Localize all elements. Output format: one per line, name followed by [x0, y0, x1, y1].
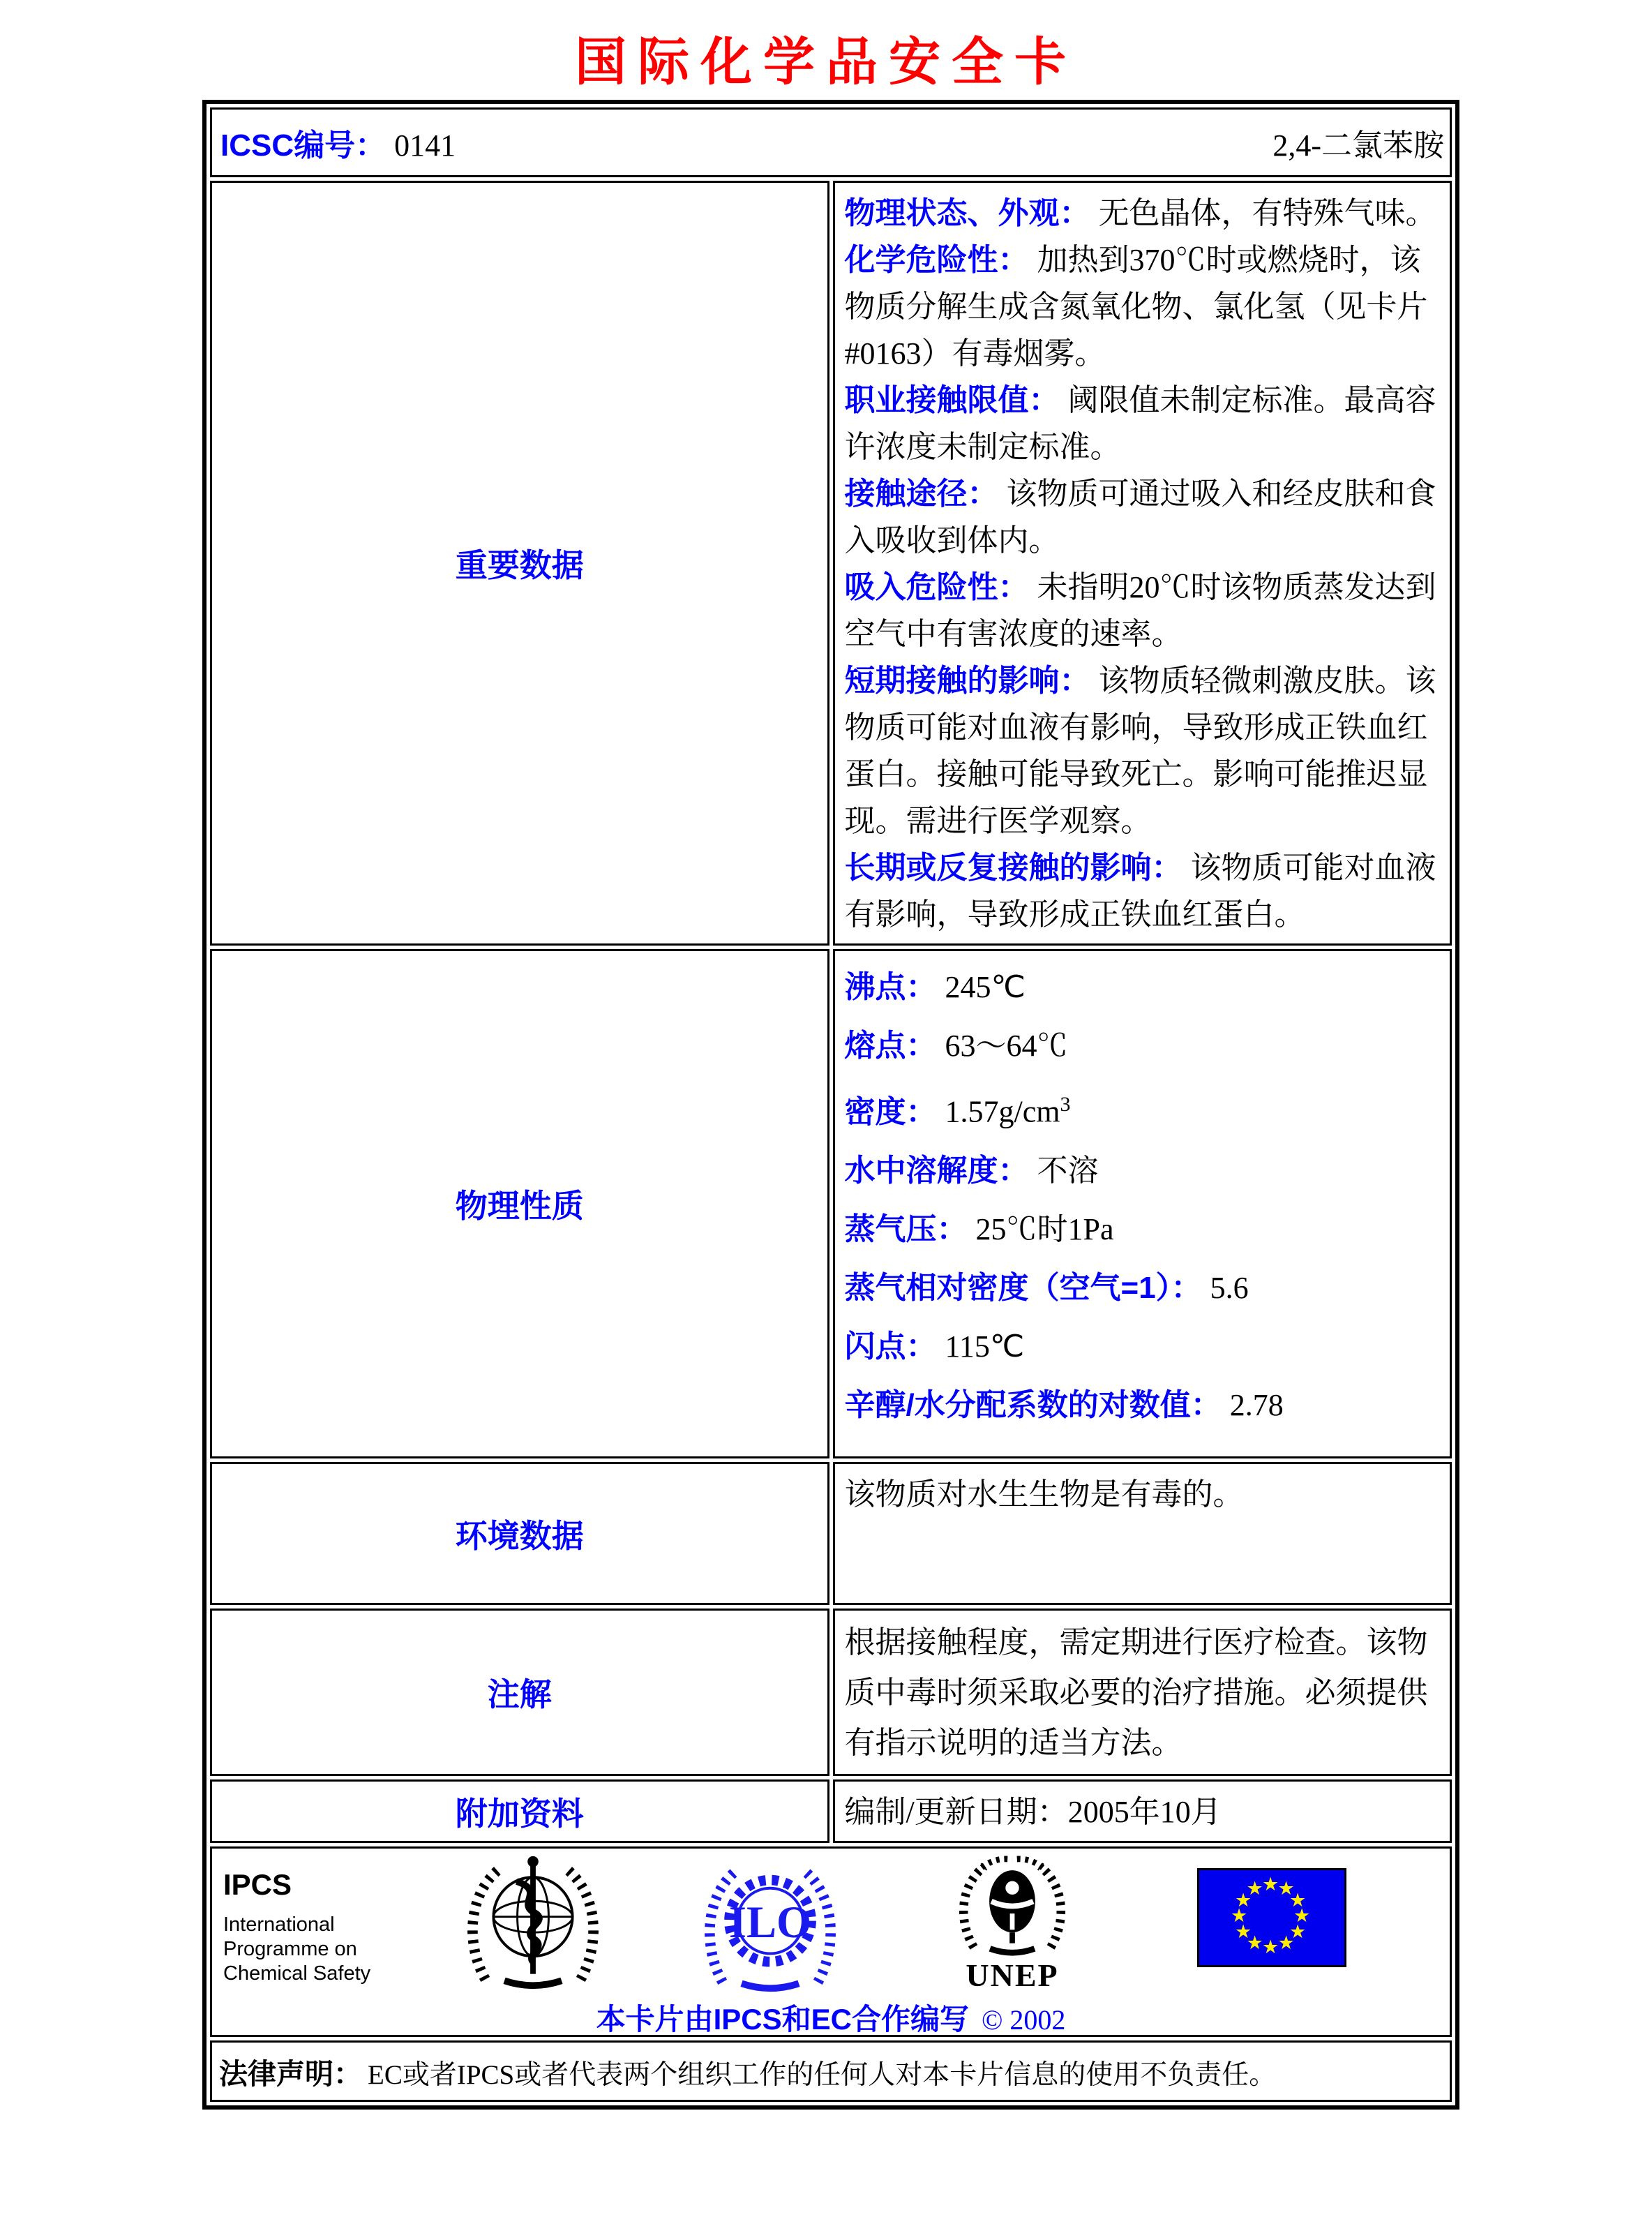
- property-value: 2.78: [1229, 1387, 1284, 1422]
- property-line: [845, 1259, 1443, 1318]
- notes-content: [833, 1609, 1452, 1776]
- credit-line: [212, 1997, 1450, 2038]
- property-label: 物理状态、外观：: [844, 196, 1090, 230]
- property-value: 不溶: [1037, 1153, 1099, 1188]
- property-label: 蒸气相对密度（空气=1）：: [844, 1270, 1202, 1305]
- property-line: [845, 237, 1443, 377]
- property-value: 该物质可能对血液有影响，导致形成正铁血红蛋白。: [844, 851, 1436, 932]
- environment-data-content: [833, 1462, 1452, 1605]
- property-value: 加热到370℃时或燃烧时，该物质分解生成含氮氧化物、氯化氢（见卡片#0163）有毒烟雾。: [844, 243, 1428, 371]
- ipcs-text-block: [223, 1868, 370, 1986]
- eu-star-icon: ★: [1262, 1936, 1279, 1958]
- important-data-content: [833, 181, 1452, 946]
- important-data-list: [845, 190, 1443, 938]
- ipcs-line-1: International: [223, 1913, 335, 1936]
- chemical-name: 2,4-二氯苯胺: [1272, 128, 1444, 163]
- logos-cell: [210, 1846, 1452, 2037]
- property-line: [845, 470, 1443, 564]
- environment-text: 该物质对水生生物是有毒的。: [844, 1477, 1244, 1512]
- legal-label: 法律声明：: [219, 2057, 362, 2090]
- property-label: 吸入危险性：: [844, 570, 1029, 604]
- notes-row: [210, 1609, 1452, 1776]
- physical-properties-content: [833, 949, 1452, 1458]
- header-cell: [210, 107, 1452, 177]
- environment-data-row: [210, 1462, 1452, 1605]
- property-label: 沸点：: [844, 970, 937, 1004]
- update-date-value: 2005年10月: [1067, 1795, 1222, 1829]
- property-value-superscript: 3: [1060, 1093, 1071, 1116]
- additional-info-content: [833, 1779, 1452, 1843]
- header-row: [210, 107, 1452, 177]
- header-line: [212, 120, 1450, 165]
- eu-star-icon: ★: [1293, 1905, 1311, 1927]
- additional-info-row: [210, 1779, 1452, 1843]
- legal-text: EC或者IPCS或者代表两个组织工作的任何人对本卡片信息的使用不负责任。: [368, 2059, 1277, 2090]
- property-value: 未指明20℃时该物质蒸发达到空气中有害浓度的速率。: [844, 570, 1436, 651]
- property-line: [845, 377, 1443, 470]
- property-value: 该物质可通过吸入和经皮肤和食入吸收到体内。: [844, 477, 1436, 558]
- property-value: 25℃时1Pa: [975, 1211, 1114, 1246]
- svg-text:ILO: ILO: [728, 1897, 812, 1948]
- property-value: 无色晶体，有特殊气味。: [1098, 196, 1436, 230]
- legal-line: [212, 2051, 1450, 2092]
- physical-properties-row: [210, 949, 1452, 1458]
- ipcs-line-2: Programme on: [223, 1938, 357, 1960]
- property-label: 密度：: [844, 1094, 937, 1129]
- eu-star-icon: ★: [1246, 1878, 1263, 1900]
- ipcs-acronym: IPCS: [223, 1868, 292, 1901]
- logos-row: [210, 1846, 1452, 2037]
- property-label: 水中溶解度：: [844, 1153, 1029, 1188]
- legal-row: [210, 2040, 1452, 2102]
- unep-label: UNEP: [966, 1957, 1059, 1993]
- property-line: [845, 190, 1443, 237]
- icsc-card-table: [202, 100, 1459, 2110]
- property-value: 1.57g/cm: [945, 1094, 1060, 1129]
- eu-star-icon: ★: [1262, 1874, 1279, 1895]
- credit-text: 本卡片由IPCS和EC合作编写: [596, 2003, 969, 2036]
- card-number-value: 0141: [394, 128, 456, 163]
- update-date-label: 编制/更新日期：: [844, 1795, 1068, 1829]
- eu-star-icon: ★: [1277, 1878, 1295, 1900]
- property-label: 化学危险性：: [844, 243, 1029, 277]
- property-value: 该物质轻微刺激皮肤。该物质可能对血液有影响，导致形成正铁血红蛋白。接触可能导致死亡。影响可能推迟显现。需进行医学观察。: [844, 664, 1436, 838]
- property-line: [845, 844, 1443, 938]
- eu-flag-icon: [1197, 1868, 1346, 1967]
- property-value: 阈限值未制定标准。最高容许浓度未制定标准。: [844, 383, 1436, 464]
- property-line: [845, 657, 1443, 844]
- property-label: 蒸气压：: [844, 1211, 968, 1246]
- property-value: 245℃: [945, 970, 1026, 1004]
- property-line: [845, 1017, 1443, 1075]
- property-line: [845, 564, 1443, 657]
- section-label-notes: 注解: [210, 1609, 829, 1776]
- eu-star-icon: ★: [1277, 1932, 1295, 1954]
- ilo-logo-icon: [702, 1853, 839, 1996]
- property-line: [845, 1200, 1443, 1259]
- who-logo-icon: [465, 1853, 601, 1992]
- property-label: 闪点：: [844, 1329, 937, 1364]
- property-label: 辛醇/水分配系数的对数值：: [844, 1387, 1222, 1422]
- eu-star-icon: ★: [1231, 1905, 1248, 1927]
- property-line: [845, 1142, 1443, 1200]
- eu-star-icon: ★: [1235, 1889, 1252, 1911]
- property-label: 短期接触的影响：: [844, 664, 1090, 698]
- notes-text: 根据接触程度，需定期进行医疗检查。该物质中毒时须采取必要的治疗措施。必须提供有指示说明的适当方法。: [844, 1625, 1428, 1760]
- unep-logo-icon: [954, 1853, 1070, 1957]
- property-line: [845, 958, 1443, 1017]
- page-title: 国际化学品安全卡: [575, 34, 1077, 91]
- card-number-group: [220, 120, 456, 165]
- eu-star-icon: ★: [1289, 1920, 1307, 1943]
- physical-properties-list: [845, 958, 1443, 1435]
- property-line: [845, 1376, 1443, 1435]
- legal-cell: [210, 2040, 1452, 2102]
- unep-logo-block: [953, 1853, 1072, 1994]
- property-value: 115℃: [945, 1329, 1025, 1364]
- eu-star-icon: ★: [1246, 1932, 1263, 1954]
- important-data-row: [210, 181, 1452, 946]
- ipcs-line-3: Chemical Safety: [223, 1962, 371, 1985]
- section-label-physical: 物理性质: [210, 949, 829, 1458]
- property-line: [845, 1075, 1443, 1142]
- property-value: 63～64℃: [945, 1029, 1068, 1063]
- eu-star-icon: ★: [1289, 1889, 1307, 1911]
- copyright-text: © 2002: [981, 2004, 1066, 2036]
- section-label-additional: 附加资料: [210, 1779, 829, 1843]
- section-label-environment: 环境数据: [210, 1462, 829, 1605]
- property-label: 职业接触限值：: [844, 383, 1060, 417]
- section-label-important: 重要数据: [210, 181, 829, 946]
- property-label: 熔点：: [844, 1029, 937, 1063]
- property-label: 接触途径：: [844, 477, 998, 511]
- card-number-label: ICSC编号：: [220, 128, 386, 163]
- property-line: [845, 1318, 1443, 1376]
- eu-star-icon: ★: [1235, 1920, 1252, 1943]
- property-value: 5.6: [1210, 1270, 1249, 1305]
- property-label: 长期或反复接触的影响：: [844, 851, 1182, 885]
